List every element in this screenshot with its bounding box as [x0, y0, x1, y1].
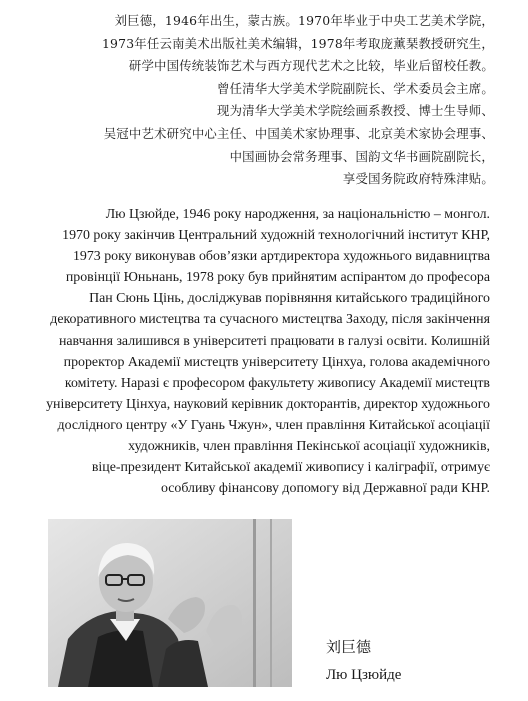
chinese-bio-line: 吴冠中艺术研究中心主任、中国美术家协理事、北京美术家协会理事、 — [103, 125, 494, 141]
caption-name-chinese: 刘巨德 — [326, 638, 372, 656]
chinese-bio-line: 享受国务院政府特殊津贴。 — [342, 171, 494, 187]
chinese-bio-line: 刘巨德，1946年出生，蒙古族。1970年毕业于中央工艺美术学院， — [114, 13, 494, 28]
ukrainian-bio-line: віце-президент Китайської академії живопису і каліграфії, отримує — [91, 460, 490, 476]
ukrainian-bio-line: Лю Цзюйде, 1946 року народження, за національністю – монгол. — [105, 207, 490, 222]
portrait-photo — [48, 519, 292, 687]
ukrainian-bio-line: Пан Сюнь Цінь, досліджував порівняння китайського традиційного — [89, 291, 490, 307]
ukrainian-bio-line: комітету. Наразі є професором факультету живопису Академії мистецтв — [64, 375, 490, 391]
chinese-bio-line: 1973年任云南美术出版社美术编辑，1978年考取庞薰琹教授研究生， — [101, 35, 494, 51]
ukrainian-bio-line: особливу фінансову допомогу від Державної ради КНР. — [160, 481, 490, 497]
ukrainian-bio-line: декоративного мистецтва та сучасного мистецтва Заходу, після закінчення — [50, 312, 490, 328]
ukrainian-bio-line: 1970 року закінчив Центральний художній технологічний інститут КНР, — [62, 228, 490, 244]
portrait-illustration — [48, 519, 292, 687]
ukrainian-biography — [26, 204, 490, 499]
chinese-bio-line: 研学中国传统装饰艺术与西方现代艺术之比较，毕业后留校任教。 — [128, 58, 494, 74]
chinese-biography — [18, 10, 494, 191]
ukrainian-bio-line: університету Цінхуа, науковий керівник докторантів, директор художнього — [46, 396, 490, 412]
ukrainian-bio-line: дослідного центру «У Гуань Чжун», член правління Китайської асоціації — [57, 417, 490, 433]
chinese-bio-line: 中国画协会常务理事、国韵文华书画院副院长， — [229, 148, 494, 164]
chinese-bio-line: 曾任清华大学美术学院副院长、学术委员会主席。 — [217, 80, 494, 96]
caption-name-ukrainian: Лю Цзюйде — [326, 667, 402, 683]
ukrainian-bio-line: провінції Юньнань, 1978 року був прийнятим аспірантом до професора — [65, 270, 490, 286]
ukrainian-bio-line: художників, член правління Пекінської асоціації художників, — [128, 439, 490, 455]
ukrainian-bio-line: навчання залишився в університеті працювати в галузі освіти. Колишній — [58, 333, 490, 349]
ukrainian-bio-line: 1973 року виконував обов’язки артдиректора художнього видавництва — [72, 249, 490, 265]
chinese-bio-line: 现为清华大学美术学院绘画系教授、博士生导师、 — [217, 103, 494, 119]
ukrainian-bio-line: проректор Академії мистецтв університету Цінхуа, голова академічного — [63, 354, 490, 370]
